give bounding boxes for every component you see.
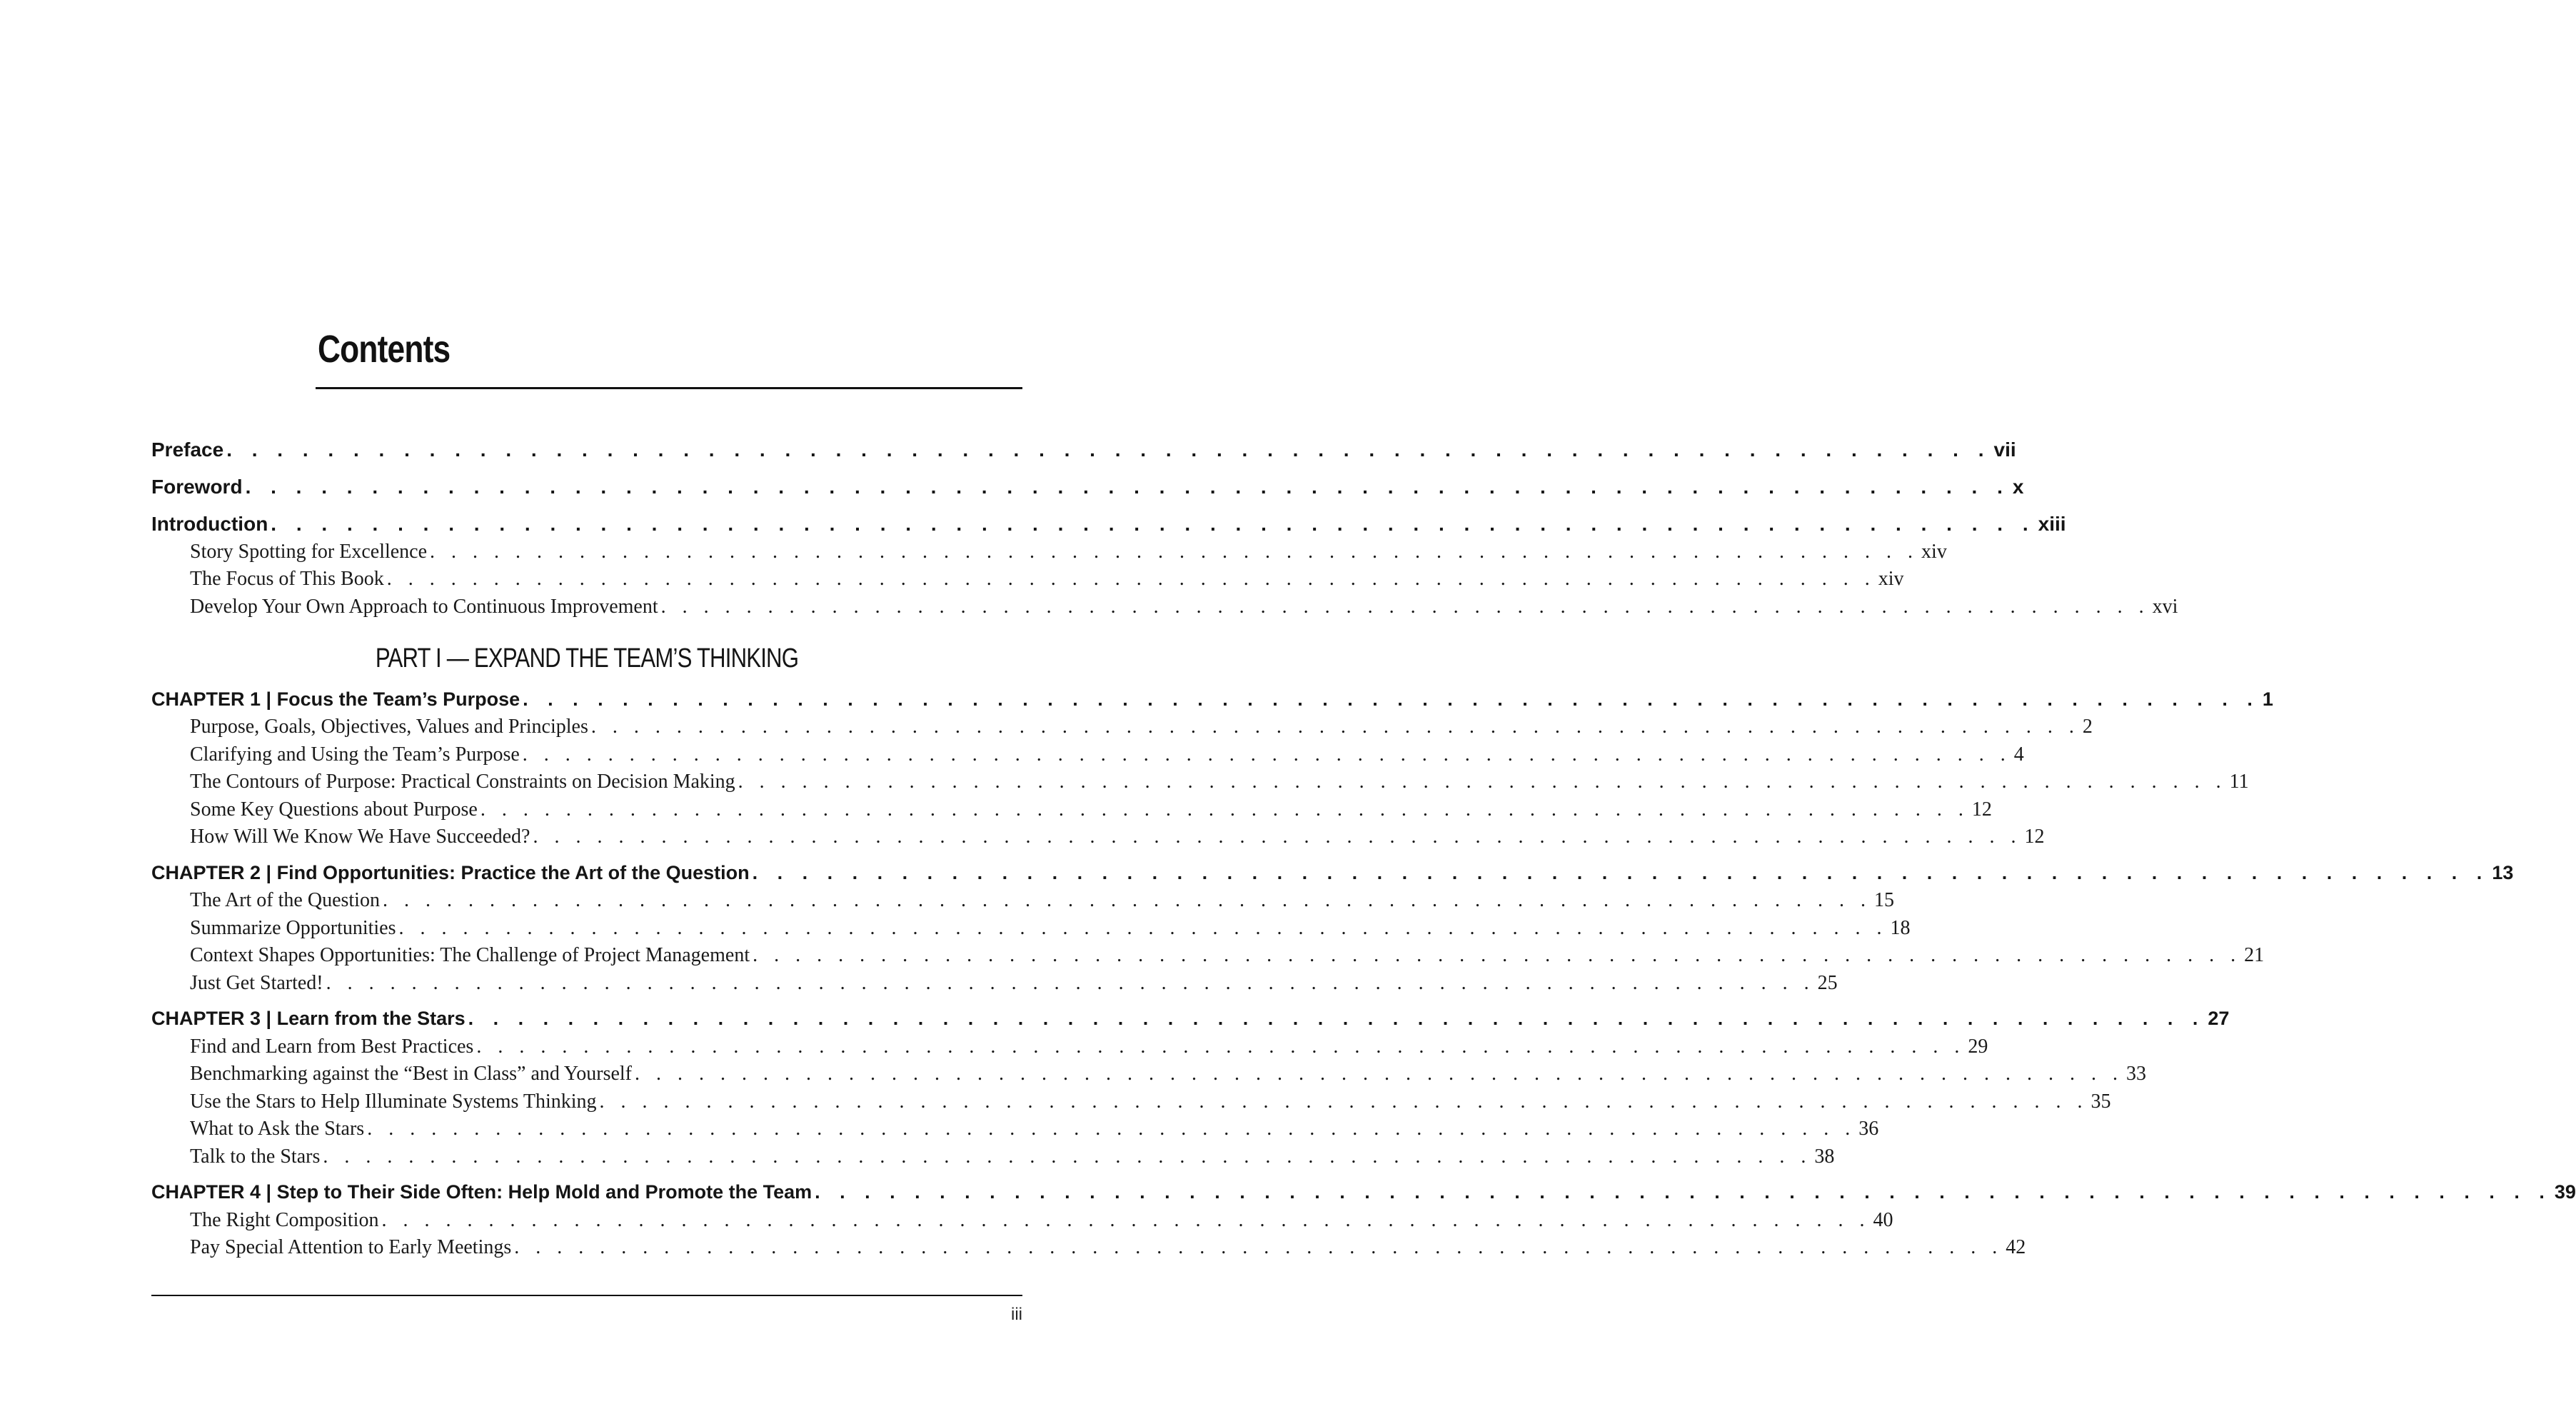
toc-entry-page: xiii [2038,513,2066,535]
toc-chapter-page: 27 [2208,1008,2230,1030]
toc-subentry-page: 40 [1873,1208,1893,1231]
dot-leader: . . . . . . . . . . . . . . . . . . . . . . . . . . . . . . . . . . . . . . . . . . . . . . . . . . . . . . . . . . . . . . . . . . . . . . [323,1145,1812,1168]
toc-subentry-page: 42 [2006,1236,2026,1259]
toc-subentry-label: Find and Learn from Best Practices [190,1035,474,1058]
dot-leader: . . . . . . . . . . . . . . . . . . . . . . . . . . . . . . . . . . . . . . . . . . . . . . . . . . . . . . . . . . . . . . . . . . . . . . [326,971,1815,994]
toc-subentry-page: 2 [2082,716,2093,738]
page-number: iii [1011,1305,1022,1324]
dot-leader: . . . . . . . . . . . . . . . . . . . . . . . . . . . . . . . . . . . . . . . . . . . . . . . . . . . . . . . . . . . . . . . . . . . . . . [271,513,2036,535]
toc-subentry-page: 12 [2024,826,2045,848]
toc-subentry-label: Purpose, Goals, Objectives, Values and Principles [190,716,588,738]
dot-leader: . . . . . . . . . . . . . . . . . . . . . . . . . . . . . . . . . . . . . . . . . . . . . . . . . . . . . . . . . . . . . . . . . . . . . . [599,1090,2088,1113]
dot-leader: . . . . . . . . . . . . . . . . . . . . . . . . . . . . . . . . . . . . . . . . . . . . . . . . . . . . . . . . . . . . . . . . . . . . . . [815,1181,2552,1203]
dot-leader: . . . . . . . . . . . . . . . . . . . . . . . . . . . . . . . . . . . . . . . . . . . . . . . . . . . . . . . . . . . . . . . . . . . . . . [367,1118,1856,1140]
toc-subentry[interactable] [151,1063,2147,1090]
toc-subentry-label: The Focus of This Book [190,568,384,590]
toc-subentry[interactable] [151,1145,1835,1173]
toc-chapter-page: 1 [2262,688,2273,710]
toc-entry-label: Preface [151,438,224,461]
toc-chapter-label: CHAPTER 4 | Step to Their Side Often: Help Mold and Promote the Team [151,1181,812,1203]
toc-subentry-label: Use the Stars to Help Illuminate Systems Thinking [190,1090,597,1113]
toc-subentry-page: 35 [2091,1090,2111,1113]
dot-leader: . . . . . . . . . . . . . . . . . . . . . . . . . . . . . . . . . . . . . . . . . . . . . . . . . . . . . . . . . . . . . . . . . . . . . . [398,916,1888,939]
toc-subentry-label: Context Shapes Opportunities: The Challenge of Project Management [190,944,750,967]
toc-chapter-label: CHAPTER 2 | Find Opportunities: Practice the Art of the Question [151,861,750,883]
toc-subentry[interactable] [151,798,1992,826]
toc-subentry-label: Benchmarking against the “Best in Class” and Yourself [190,1063,633,1085]
toc-chapter-4[interactable] [151,1181,2576,1209]
footer-divider [151,1295,1022,1296]
toc-subentry-label: Develop Your Own Approach to Continuous Improvement [190,595,658,618]
dot-leader: . . . . . . . . . . . . . . . . . . . . . . . . . . . . . . . . . . . . . . . . . . . . . . . . . . . . . . . . . . . . . . . . . . . . . . [480,798,1969,821]
toc-chapter-1[interactable] [151,688,2273,716]
toc-subentry-page: 12 [1971,798,1992,821]
toc-entry-page: x [2012,476,2024,498]
toc-subentry[interactable] [151,971,1838,1000]
toc-subentry[interactable] [151,716,2093,743]
toc-chapter-page: 39 [2554,1181,2576,1203]
toc-subentry-page: 38 [1814,1145,1835,1168]
toc-subentry-label: Talk to the Stars [190,1145,321,1168]
toc-subentry-label: Summarize Opportunities [190,916,396,939]
toc-subentry-label: The Art of the Question [190,889,380,912]
toc-subentry-label: The Right Composition [190,1208,379,1231]
toc-subentry-label: Just Get Started! [190,971,323,994]
dot-leader: . . . . . . . . . . . . . . . . . . . . . . . . . . . . . . . . . . . . . . . . . . . . . . . . . . . . . . . . . . . . . . . . . . . . . . [514,1236,2003,1259]
toc-subentry-page: 29 [1968,1035,1988,1058]
dot-leader: . . . . . . . . . . . . . . . . . . . . . . . . . . . . . . . . . . . . . . . . . . . . . . . . . . . . . . . . . . . . . . . . . . . . . . [635,1063,2124,1085]
dot-leader: . . . . . . . . . . . . . . . . . . . . . . . . . . . . . . . . . . . . . . . . . . . . . . . . . . . . . . . . . . . . . . . . . . . . . . [738,771,2227,793]
dot-leader: . . . . . . . . . . . . . . . . . . . . . . . . . . . . . . . . . . . . . . . . . . . . . . . . . . . . . . . . . . . . . . . . . . . . . . [382,889,1871,912]
dot-leader: . . . . . . . . . . . . . . . . . . . . . . . . . . . . . . . . . . . . . . . . . . . . . . . . . . . . . . . . . . . . . . . . . . . . . . [430,540,1919,563]
toc-subentry[interactable] [151,826,2045,853]
toc-subentry[interactable] [151,568,1904,596]
toc-subentry-page: 36 [1858,1118,1879,1140]
table-of-contents [151,438,2576,1264]
toc-subentry-page: 4 [2013,743,2024,766]
toc-subentry-page: xiv [1921,540,1947,563]
dot-leader: . . . . . . . . . . . . . . . . . . . . . . . . . . . . . . . . . . . . . . . . . . . . . . . . . . . . . . . . . . . . . . . . . . . . . . [381,1208,1871,1231]
toc-subentry[interactable] [151,771,2249,798]
dot-leader: . . . . . . . . . . . . . . . . . . . . . . . . . . . . . . . . . . . . . . . . . . . . . . . . . . . . . . . . . . . . . . . . . . . . . . [533,826,2022,848]
toc-entry-preface[interactable] [151,438,2016,476]
toc-subentry[interactable] [151,1236,2026,1264]
toc-subentry[interactable] [151,1208,1893,1237]
toc-chapter-label: CHAPTER 1 | Focus the Team’s Purpose [151,688,520,710]
toc-subentry-page: 33 [2126,1063,2147,1085]
dot-leader: . . . . . . . . . . . . . . . . . . . . . . . . . . . . . . . . . . . . . . . . . . . . . . . . . . . . . . . . . . . . . . . . . . . . . . [386,568,1876,590]
toc-subentry-page: 21 [2244,944,2265,967]
page-title: Contents [318,328,451,371]
dot-leader: . . . . . . . . . . . . . . . . . . . . . . . . . . . . . . . . . . . . . . . . . . . . . . . . . . . . . . . . . . . . . . . . . . . . . . [522,743,2011,766]
toc-subentry[interactable] [151,540,1947,568]
toc-subentry[interactable] [151,1035,1988,1063]
dot-leader: . . . . . . . . . . . . . . . . . . . . . . . . . . . . . . . . . . . . . . . . . . . . . . . . . . . . . . . . . . . . . . . . . . . . . . [476,1035,1966,1058]
toc-chapter-label: CHAPTER 3 | Learn from the Stars [151,1008,466,1030]
toc-entry-introduction[interactable] [151,513,2066,541]
part-heading: PART I — EXPAND THE TEAM’S THINKING [375,643,799,673]
toc-entry-label: Introduction [151,513,268,535]
dot-leader: . . . . . . . . . . . . . . . . . . . . . . . . . . . . . . . . . . . . . . . . . . . . . . . . . . . . . . . . . . . . . . . . . . . . . . [753,944,2242,967]
dot-leader: . . . . . . . . . . . . . . . . . . . . . . . . . . . . . . . . . . . . . . . . . . . . . . . . . . . . . . . . . . . . . . . . . . . . . . [523,688,2260,710]
toc-subentry[interactable] [151,595,2178,623]
toc-chapter-2[interactable] [151,861,2514,890]
toc-entry-foreword[interactable] [151,476,2024,513]
toc-subentry-label: What to Ask the Stars [190,1118,365,1140]
toc-chapter-page: 13 [2492,861,2514,883]
dot-leader: . . . . . . . . . . . . . . . . . . . . . . . . . . . . . . . . . . . . . . . . . . . . . . . . . . . . . . . . . . . . . . . . . . . . . . [245,476,2010,498]
toc-subentry[interactable] [151,1090,2111,1118]
toc-subentry-label: How Will We Know We Have Succeeded? [190,826,530,848]
toc-subentry-page: xiv [1878,568,1904,590]
toc-subentry-label: Pay Special Attention to Early Meetings [190,1236,512,1259]
toc-subentry-page: 25 [1817,971,1838,994]
toc-subentry-label: The Contours of Purpose: Practical Constraints on Decision Making [190,771,735,793]
toc-subentry-label: Some Key Questions about Purpose [190,798,478,821]
toc-subentry[interactable] [151,743,2024,771]
toc-subentry-page: 11 [2229,771,2249,793]
toc-subentry[interactable] [151,1118,1879,1145]
toc-subentry-label: Story Spotting for Excellence [190,540,428,563]
dot-leader: . . . . . . . . . . . . . . . . . . . . . . . . . . . . . . . . . . . . . . . . . . . . . . . . . . . . . . . . . . . . . . . . . . . . . . [468,1008,2205,1030]
toc-subentry-page: 15 [1873,889,1894,912]
toc-subentry[interactable] [151,889,1894,917]
title-divider [316,387,1022,389]
dot-leader: . . . . . . . . . . . . . . . . . . . . . . . . . . . . . . . . . . . . . . . . . . . . . . . . . . . . . . . . . . . . . . . . . . . . . . [226,438,1991,461]
dot-leader: . . . . . . . . . . . . . . . . . . . . . . . . . . . . . . . . . . . . . . . . . . . . . . . . . . . . . . . . . . . . . . . . . . . . . . [590,716,2080,738]
toc-subentry[interactable] [151,916,1911,945]
toc-entry-label: Foreword [151,476,243,498]
dot-leader: . . . . . . . . . . . . . . . . . . . . . . . . . . . . . . . . . . . . . . . . . . . . . . . . . . . . . . . . . . . . . . . . . . . . . . [660,595,2150,618]
toc-subentry-label: Clarifying and Using the Team’s Purpose [190,743,520,766]
toc-subentry-page: xvi [2152,595,2178,618]
toc-chapter-3[interactable] [151,1008,2230,1036]
toc-entry-page: vii [1993,438,2016,461]
toc-subentry-page: 18 [1890,916,1911,939]
dot-leader: . . . . . . . . . . . . . . . . . . . . . . . . . . . . . . . . . . . . . . . . . . . . . . . . . . . . . . . . . . . . . . . . . . . . . . [752,861,2490,883]
toc-subentry[interactable] [151,944,2265,972]
